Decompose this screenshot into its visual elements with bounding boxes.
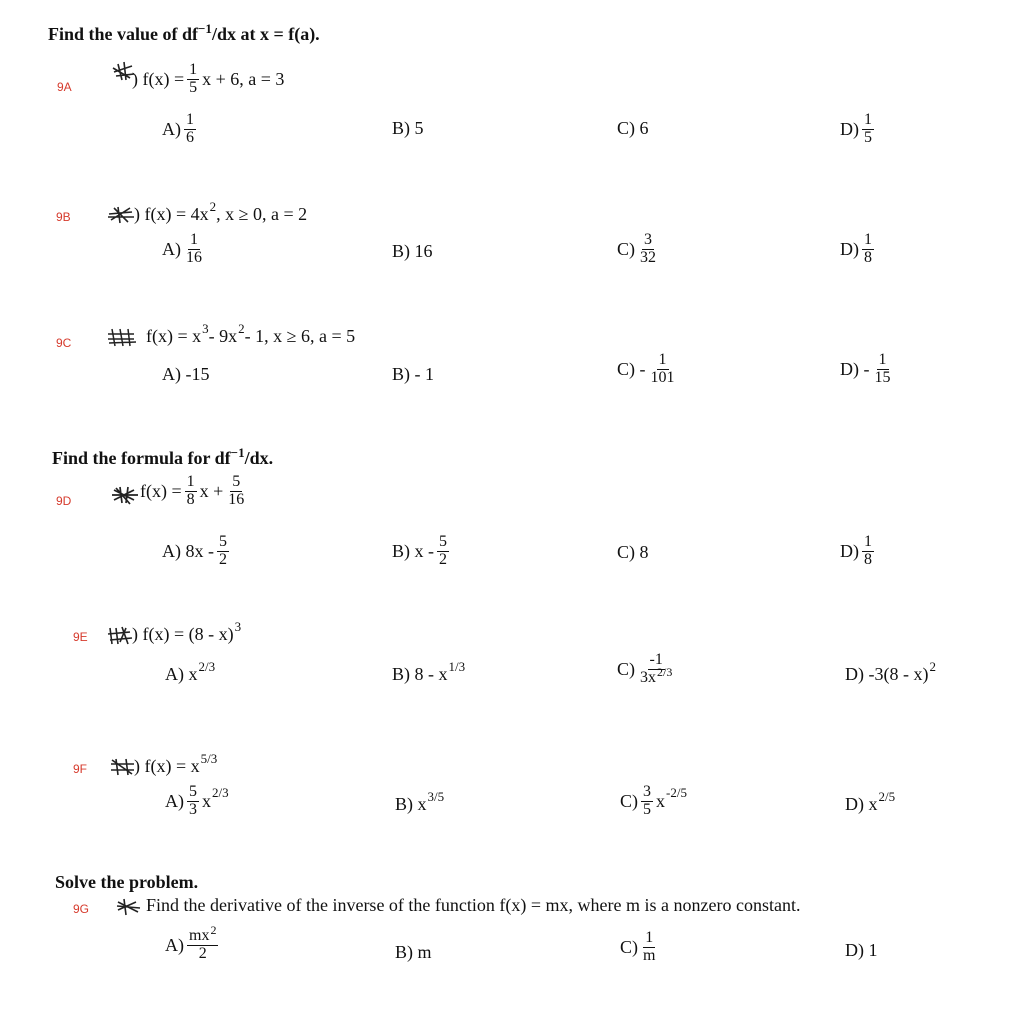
superscript: 2/3 xyxy=(212,785,229,801)
fraction xyxy=(873,352,893,387)
question-label-9e: 9E xyxy=(73,630,88,644)
choice-9d-c[interactable]: C) 8 xyxy=(617,542,649,562)
choice-label: D) xyxy=(840,540,859,561)
choice-text: x xyxy=(202,790,211,811)
superscript: 2/3 xyxy=(657,664,673,679)
scribble-mark xyxy=(106,204,136,226)
choice-label: D) - xyxy=(840,358,870,379)
fraction xyxy=(226,474,246,509)
superscript: 3 xyxy=(234,618,242,634)
choice-text: B) x xyxy=(395,794,427,814)
denominator xyxy=(638,664,674,687)
choice-9e-c[interactable] xyxy=(617,652,677,687)
numerator: -1 xyxy=(649,651,663,668)
denominator: 6 xyxy=(186,128,194,146)
question-9f-stem xyxy=(134,750,218,777)
choice-9b-a[interactable] xyxy=(162,232,207,267)
numerator: 1 xyxy=(864,533,872,550)
fraction xyxy=(187,62,199,97)
stem-text: ) f(x) = xyxy=(132,68,185,89)
fraction xyxy=(641,930,657,965)
stem-text: f(x) = x xyxy=(146,326,202,346)
fraction xyxy=(217,534,229,569)
choice-9d-d[interactable] xyxy=(840,534,877,569)
choice-9g-b[interactable]: B) m xyxy=(395,942,432,962)
choice-9b-d[interactable] xyxy=(840,232,877,267)
fraction xyxy=(862,112,874,147)
heading-superscript: −1 xyxy=(198,21,212,36)
superscript: 2/5 xyxy=(878,788,896,804)
choice-9g-c[interactable] xyxy=(620,930,660,965)
choice-text: B) 8 - x xyxy=(392,664,448,684)
numerator: 1 xyxy=(658,351,667,368)
choice-9f-d[interactable] xyxy=(845,788,896,815)
choice-9g-d[interactable]: D) 1 xyxy=(845,940,878,960)
fraction xyxy=(184,232,204,267)
fraction xyxy=(185,474,197,509)
choice-label: C) xyxy=(617,658,635,679)
choice-9g-a[interactable] xyxy=(165,923,221,963)
choice-9f-a[interactable] xyxy=(165,784,229,819)
heading-text: Find the value of df xyxy=(48,24,199,44)
choice-label: D) xyxy=(840,118,859,139)
fraction xyxy=(862,534,874,569)
question-9a-stem xyxy=(132,62,284,97)
heading-solve-problem: Solve the problem. xyxy=(55,872,199,892)
fraction xyxy=(638,652,674,687)
stem-text: - 1, x ≥ 6, a = 5 xyxy=(244,326,356,346)
denominator: 16 xyxy=(186,248,202,266)
question-label-9b: 9B xyxy=(56,210,71,224)
choice-label: B) x - xyxy=(392,540,434,561)
question-9c-stem xyxy=(146,320,356,347)
choice-9e-a[interactable] xyxy=(165,658,216,685)
question-label-9g: 9G xyxy=(73,902,90,916)
choice-text: D) -3(8 - x) xyxy=(845,664,929,684)
numerator: 1 xyxy=(190,231,198,248)
question-9d-stem xyxy=(140,474,249,509)
choice-label: C) xyxy=(620,936,638,957)
choice-label: A) xyxy=(162,238,181,259)
choice-text: D) x xyxy=(845,794,878,814)
denominator: 2 xyxy=(198,944,207,962)
choice-9d-b[interactable] xyxy=(392,534,452,569)
numerator xyxy=(187,923,218,946)
superscript: -2/5 xyxy=(666,785,687,801)
stem-text: ) f(x) = 4x xyxy=(134,204,209,224)
scribble-mark xyxy=(114,896,144,918)
superscript: 2 xyxy=(238,320,245,336)
choice-9c-c[interactable] xyxy=(617,352,680,387)
scribble-mark xyxy=(106,326,136,348)
superscript: 2/3 xyxy=(198,658,216,674)
choice-label: A) xyxy=(165,790,184,811)
superscript: 2 xyxy=(209,198,217,214)
choice-9c-a[interactable]: A) -15 xyxy=(162,364,210,384)
choice-9a-a[interactable] xyxy=(162,112,199,147)
choice-9f-c[interactable] xyxy=(620,784,687,819)
numerator: 1 xyxy=(864,231,872,248)
question-9g-stem: Find the derivative of the inverse of the function f(x) = mx, where m is a nonzero constant. xyxy=(146,895,801,915)
choice-text: x xyxy=(656,790,665,811)
choice-9d-a[interactable] xyxy=(162,534,232,569)
superscript: 2 xyxy=(929,658,936,674)
fraction xyxy=(187,784,199,819)
choice-label: C) xyxy=(617,238,635,259)
question-9e-stem xyxy=(132,618,242,645)
choice-label: A) xyxy=(165,934,184,955)
choice-label: D) xyxy=(840,238,859,259)
denominator: 8 xyxy=(186,490,195,508)
stem-text: x + 6, a = 3 xyxy=(202,68,285,89)
numerator-base: mx xyxy=(189,927,210,944)
choice-text: A) x xyxy=(165,664,198,684)
choice-9c-d[interactable] xyxy=(840,352,896,387)
question-label-9f: 9F xyxy=(73,762,88,776)
choice-9b-b[interactable]: B) 16 xyxy=(392,241,433,261)
superscript: 1/3 xyxy=(448,658,466,674)
question-label-9c: 9C xyxy=(56,336,72,350)
heading-text: /dx at x = f(a). xyxy=(211,24,320,44)
numerator: 5 xyxy=(219,533,227,550)
choice-9a-c[interactable]: C) 6 xyxy=(617,118,649,138)
choice-9f-b[interactable] xyxy=(395,788,445,815)
stem-text: f(x) = xyxy=(140,480,182,501)
stem-text: ) f(x) = x xyxy=(134,756,200,776)
numerator: 1 xyxy=(878,351,887,368)
choice-label: C) - xyxy=(617,358,646,379)
numerator: 1 xyxy=(189,61,198,78)
superscript: 2 xyxy=(210,923,217,937)
denominator: 101 xyxy=(650,368,675,386)
choice-label: C) xyxy=(620,790,638,811)
denominator: 32 xyxy=(640,248,656,266)
denominator: 16 xyxy=(228,490,245,508)
heading-text: /dx. xyxy=(244,448,274,468)
heading-find-value xyxy=(48,21,320,45)
heading-text: Find the formula for df xyxy=(52,448,231,468)
choice-9e-b[interactable] xyxy=(392,658,466,685)
numerator: 5 xyxy=(232,473,241,490)
fraction xyxy=(638,232,658,267)
stem-text: , x ≥ 0, a = 2 xyxy=(216,204,308,224)
choice-label: A) 8x - xyxy=(162,540,214,561)
choice-9e-d[interactable] xyxy=(845,658,936,685)
denominator: 5 xyxy=(643,800,651,818)
numerator: 5 xyxy=(439,533,447,550)
denominator: 2 xyxy=(219,550,227,568)
question-9b-stem xyxy=(134,198,308,225)
numerator: 3 xyxy=(644,231,652,248)
numerator: 1 xyxy=(186,473,195,490)
numerator: 3 xyxy=(643,783,651,800)
fraction xyxy=(187,923,218,963)
choice-9a-b[interactable]: B) 5 xyxy=(392,118,424,138)
superscript: 3 xyxy=(202,320,209,336)
heading-superscript: −1 xyxy=(230,445,245,460)
choice-9b-c[interactable] xyxy=(617,232,661,267)
question-label-9a: 9A xyxy=(57,80,72,94)
denominator: 3 xyxy=(189,800,197,818)
numerator: 1 xyxy=(864,111,872,128)
stem-text: x + xyxy=(199,480,224,501)
fraction xyxy=(437,534,449,569)
superscript: 3/5 xyxy=(427,788,445,804)
denominator: 5 xyxy=(189,78,198,96)
question-label-9d: 9D xyxy=(56,494,72,508)
stem-text: ) f(x) = (8 - x) xyxy=(132,624,234,644)
choice-9c-b[interactable]: B) - 1 xyxy=(392,364,434,384)
fraction xyxy=(641,784,653,819)
choice-9a-d[interactable] xyxy=(840,112,877,147)
numerator: 1 xyxy=(645,929,654,946)
denominator: 8 xyxy=(864,550,872,568)
superscript: 5/3 xyxy=(200,750,218,766)
denominator-base: 3x xyxy=(640,668,656,686)
fraction xyxy=(862,232,874,267)
denominator: 2 xyxy=(439,550,447,568)
denominator: 5 xyxy=(864,128,872,146)
numerator: 5 xyxy=(189,783,197,800)
denominator: 8 xyxy=(864,248,872,266)
stem-text: - 9x xyxy=(208,326,238,346)
denominator: m xyxy=(643,946,656,964)
scribble-mark xyxy=(110,484,140,506)
denominator: 15 xyxy=(874,368,891,386)
fraction xyxy=(184,112,196,147)
fraction xyxy=(649,352,677,387)
choice-label: A) xyxy=(162,118,181,139)
numerator: 1 xyxy=(186,111,194,128)
heading-find-formula xyxy=(52,445,274,469)
